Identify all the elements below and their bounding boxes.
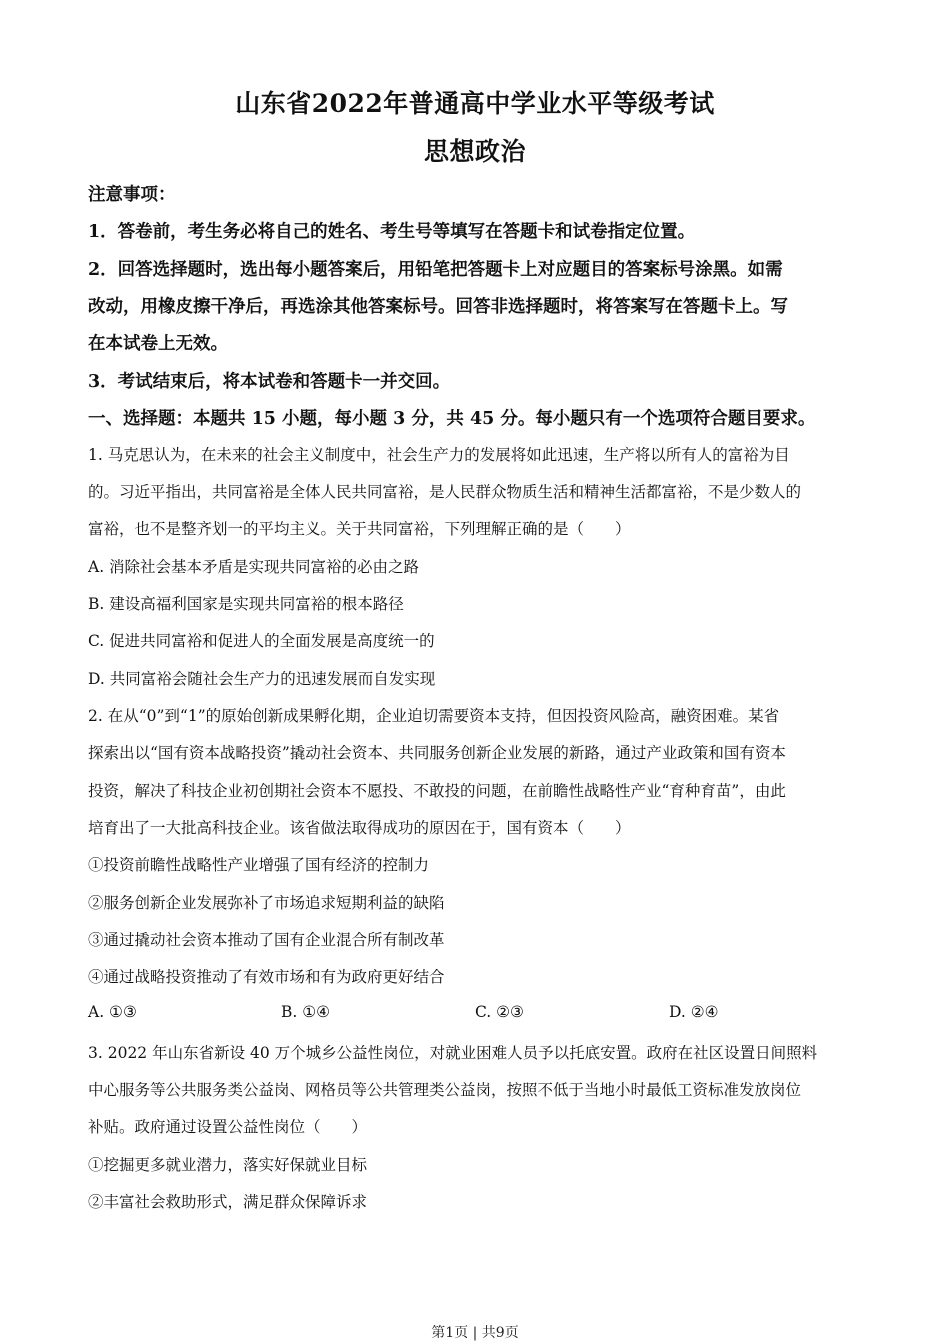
q1-stem-line-2: 的。习近平指出，共同富裕是全体人民共同富裕，是人民群众物质生活和精神生活都富裕，不是少数人的 <box>88 483 802 501</box>
q3-stem-line-3: 补贴。政府通过设置公益性岗位（ ） <box>88 1118 368 1136</box>
q1-option-b: B. 建设高福利国家是实现共同富裕的根本路径 <box>88 595 404 613</box>
notice-heading: 注意事项： <box>88 185 176 205</box>
q1-option-a: A. 消除社会基本矛盾是实现共同富裕的必由之路 <box>88 558 420 576</box>
q2-stem-line-4: 培育出了一大批高科技企业。该省做法取得成功的原因在于，国有资本（ ） <box>88 819 631 837</box>
q1-option-d: D. 共同富裕会随社会生产力的迅速发展而自发实现 <box>88 670 436 688</box>
q2-option-b: B. ①④ <box>281 1003 331 1021</box>
q2-stem-line-2: 探索出以“国有资本战略投资”撬动社会资本、共同服务创新企业发展的新路，通过产业政策和国有资本 <box>88 744 786 762</box>
notice-line-5: 3．考试结束后，将本试卷和答题卡一并交回。 <box>88 372 451 392</box>
q2-option-d: D. ②④ <box>669 1003 719 1021</box>
q1-option-c: C. 促进共同富裕和促进人的全面发展是高度统一的 <box>88 632 435 650</box>
page-footer: 第1页 | 共9页 <box>431 1325 519 1341</box>
q2-stem-line-3: 投资，解决了科技企业初创期社会资本不愿投、不敢投的问题，在前瞻性战略性产业“育种育苗”，由此 <box>88 782 786 800</box>
notice-line-3: 改动，用橡皮擦干净后，再选涂其他答案标号。回答非选择题时，将答案写在答题卡上。写 <box>88 297 788 317</box>
q2-statement-3: ③通过撬动社会资本推动了国有企业混合所有制改革 <box>88 931 445 949</box>
q3-stem-line-2: 中心服务等公共服务类公益岗、网格员等公共管理类公益岗，按照不低于当地小时最低工资标准发放岗位 <box>88 1081 802 1099</box>
q3-statement-1: ①挖掘更多就业潜力，落实好保就业目标 <box>88 1156 368 1174</box>
notice-line-2: 2．回答选择题时，选出每小题答案后，用铅笔把答题卡上对应题目的答案标号涂黑。如需 <box>88 260 783 280</box>
q2-stem-line-1: 2. 在从“0”到“1”的原始创新成果孵化期，企业迫切需要资本支持，但因投资风险高，融资困难。某省 <box>88 707 780 725</box>
q3-stem-line-1: 3. 2022 年山东省新设 40 万个城乡公益性岗位，对就业困难人员予以托底安置。政府在社区设置日间照料 <box>88 1044 818 1062</box>
q1-stem-line-1: 1. 马克思认为，在未来的社会主义制度中，社会生产力的发展将如此迅速，生产将以所有人的富裕为目 <box>88 446 790 464</box>
notice-line-1: 1．答卷前，考生务必将自己的姓名、考生号等填写在答题卡和试卷指定位置。 <box>88 222 696 242</box>
q2-option-c: C. ②③ <box>475 1003 524 1021</box>
q2-option-a: A. ①③ <box>88 1003 137 1021</box>
exam-subject: 思想政治 <box>423 137 526 166</box>
q1-stem-line-3: 富裕，也不是整齐划一的平均主义。关于共同富裕，下列理解正确的是（ ） <box>88 520 631 538</box>
q3-statement-2: ②丰富社会救助形式，满足群众保障诉求 <box>88 1193 368 1211</box>
q2-statement-4: ④通过战略投资推动了有效市场和有为政府更好结合 <box>88 968 445 986</box>
exam-title: 山东省2022年普通高中学业水平等级考试 <box>235 89 715 118</box>
notice-line-4: 在本试卷上无效。 <box>88 334 228 354</box>
q2-statement-2: ②服务创新企业发展弥补了市场追求短期利益的缺陷 <box>88 894 445 912</box>
section-heading: 一、选择题：本题共 15 小题，每小题 3 分，共 45 分。每小题只有一个选项符合题目要求。 <box>88 409 816 429</box>
q2-statement-1: ①投资前瞻性战略性产业增强了国有经济的控制力 <box>88 856 430 874</box>
